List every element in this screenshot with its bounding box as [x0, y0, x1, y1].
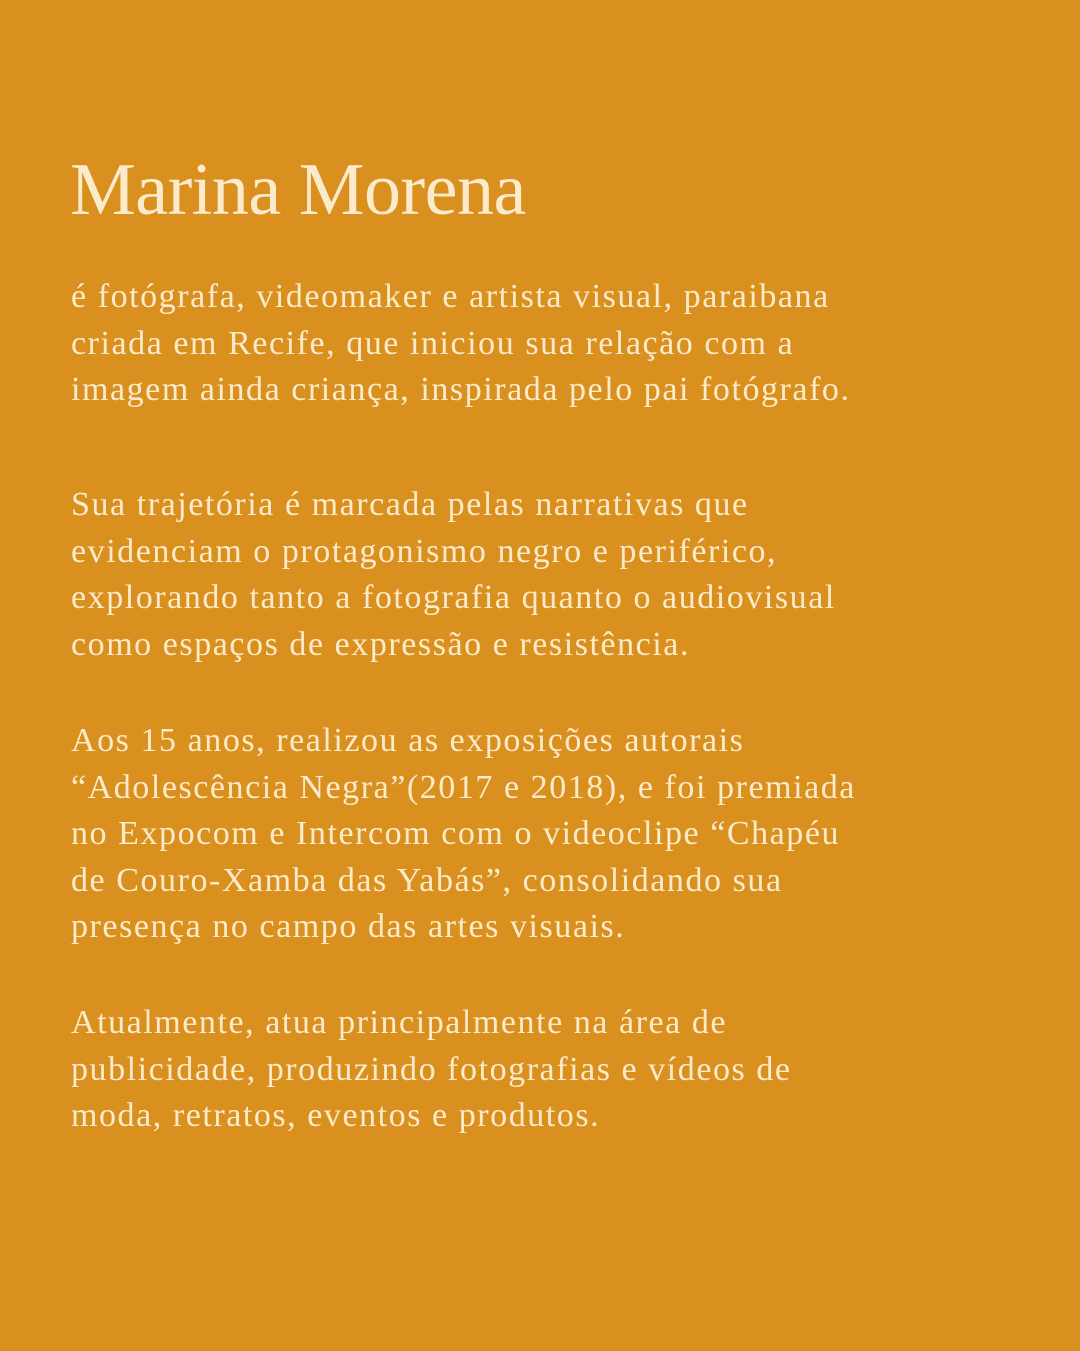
page-title: Marina Morena	[70, 149, 526, 231]
bio-paragraph-current-work	[71, 1000, 792, 1140]
paragraph-line: Sua trajetória é marcada pelas narrativas que	[71, 486, 749, 523]
paragraph-line: como espaços de expressão e resistência.	[71, 625, 690, 663]
paragraph-line: Aos 15 anos, realizou as exposições autorais	[71, 722, 745, 759]
bio-paragraph-exhibitions	[71, 718, 856, 951]
paragraph-line: explorando tanto a fotografia quanto o audiovisual	[71, 579, 836, 616]
paragraph-line: Atualmente, atua principalmente na área de	[71, 1004, 728, 1041]
paragraph-line: é fotógrafa, videomaker e artista visual, paraibana	[71, 278, 830, 315]
paragraph-line: criada em Recife, que iniciou sua relação com a	[71, 324, 795, 362]
paragraph-line: de Couro-Xamba das Yabás”, consolidando sua	[71, 861, 783, 899]
paragraph-line: no Expocom e Intercom com o videoclipe “Chapéu	[71, 815, 841, 852]
paragraph-line: evidenciam o protagonismo negro e periférico,	[71, 532, 778, 570]
paragraph-line: “Adolescência Negra”(2017 e 2018), e foi premiada	[71, 768, 856, 806]
paragraph-line: imagem ainda criança, inspirada pelo pai fotógrafo.	[71, 371, 851, 408]
paragraph-line: publicidade, produzindo fotografias e vídeos de	[71, 1050, 792, 1088]
paragraph-line: presença no campo das artes visuais.	[71, 908, 626, 945]
paragraph-line: moda, retratos, eventos e produtos.	[71, 1097, 601, 1134]
bio-paragraph-intro	[71, 274, 851, 414]
bio-paragraph-trajectory	[71, 482, 836, 668]
